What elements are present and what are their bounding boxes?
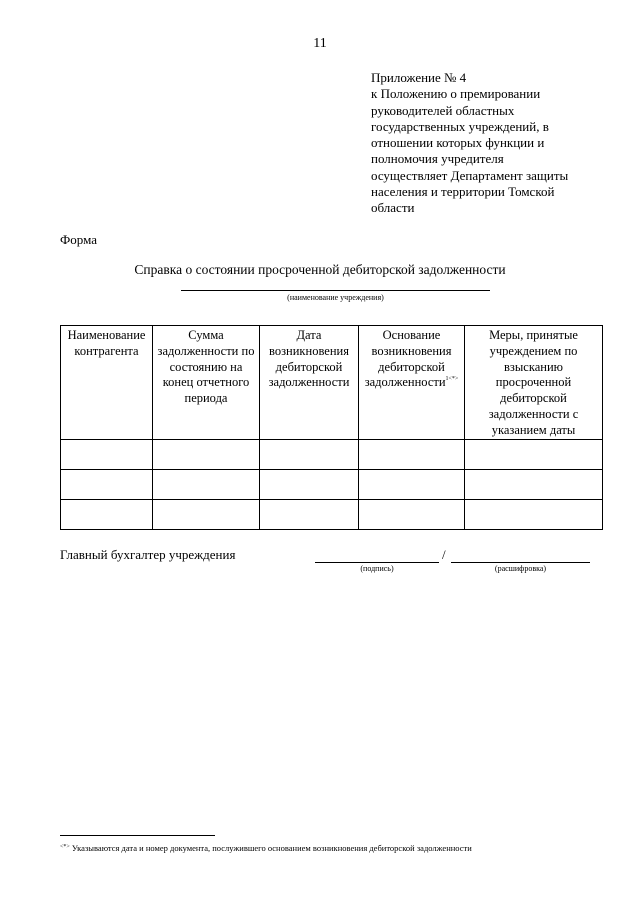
appendix-header	[371, 70, 611, 217]
appendix-line: к Положению о премировании	[371, 86, 541, 102]
table-cell	[61, 440, 153, 470]
appendix-line: государственных учреждений, в	[371, 118, 549, 134]
table-cell	[260, 500, 359, 530]
table-row	[61, 500, 603, 530]
table-cell	[465, 470, 603, 500]
signature-separator: /	[442, 547, 446, 562]
document-title: Справка о состоянии просроченной дебиторской задолженности	[134, 262, 506, 277]
institution-caption: (наименование учреждения)	[287, 293, 384, 302]
table-cell	[153, 470, 260, 500]
page-number: 11	[313, 36, 327, 51]
table-cell	[359, 470, 465, 500]
appendix-line: полномочия учредителя	[371, 151, 504, 167]
appendix-line: населения и территории Томской	[371, 184, 555, 200]
form-label: Форма	[60, 232, 97, 247]
header-debt-date: Дата возникновения дебиторской задолженности	[260, 326, 359, 440]
table-cell	[359, 440, 465, 470]
header-debt-amount: Сумма задолженности по состоянию на конец отчетного периода	[153, 326, 260, 440]
footnote-text: Указываются дата и номер документа, послужившего основанием возникновения дебиторской задолженности	[71, 843, 472, 853]
footnote-reference: 1<*>	[445, 376, 459, 383]
table-row	[61, 470, 603, 500]
table-cell	[260, 440, 359, 470]
appendix-line: Приложение № 4	[371, 70, 467, 85]
debt-table	[60, 325, 603, 530]
signature-line	[315, 562, 439, 563]
footnote-mark: <*>	[60, 844, 70, 850]
appendix-line: руководителей областных	[371, 102, 515, 118]
header-measures: Меры, принятые учреждением по взысканию просроченной дебиторской задолженности с указанием даты	[465, 326, 603, 440]
footnote-separator	[60, 835, 215, 836]
table-cell	[153, 440, 260, 470]
table-cell	[61, 470, 153, 500]
table-cell	[260, 470, 359, 500]
header-counterparty: Наименование контрагента	[61, 326, 153, 440]
header-debt-basis	[359, 326, 465, 440]
table-cell	[465, 440, 603, 470]
table-header-row	[61, 326, 603, 440]
table-row	[61, 440, 603, 470]
table-cell	[465, 500, 603, 530]
name-decode-line	[451, 562, 590, 563]
appendix-line: области	[371, 200, 415, 216]
name-decode-caption: (расшифровка)	[494, 564, 547, 573]
table-cell	[359, 500, 465, 530]
chief-accountant-label: Главный бухгалтер учреждения	[60, 547, 236, 562]
appendix-line: осуществляет Департамент защиты	[371, 167, 569, 183]
footnote	[60, 843, 472, 853]
institution-name-line	[181, 290, 490, 291]
header-debt-basis-text: Основание возникновения дебиторской задолженности	[364, 328, 452, 390]
table-cell	[153, 500, 260, 530]
table-cell	[61, 500, 153, 530]
signature-caption: (подпись)	[360, 564, 394, 573]
appendix-line: отношении которых функции и	[371, 135, 545, 151]
